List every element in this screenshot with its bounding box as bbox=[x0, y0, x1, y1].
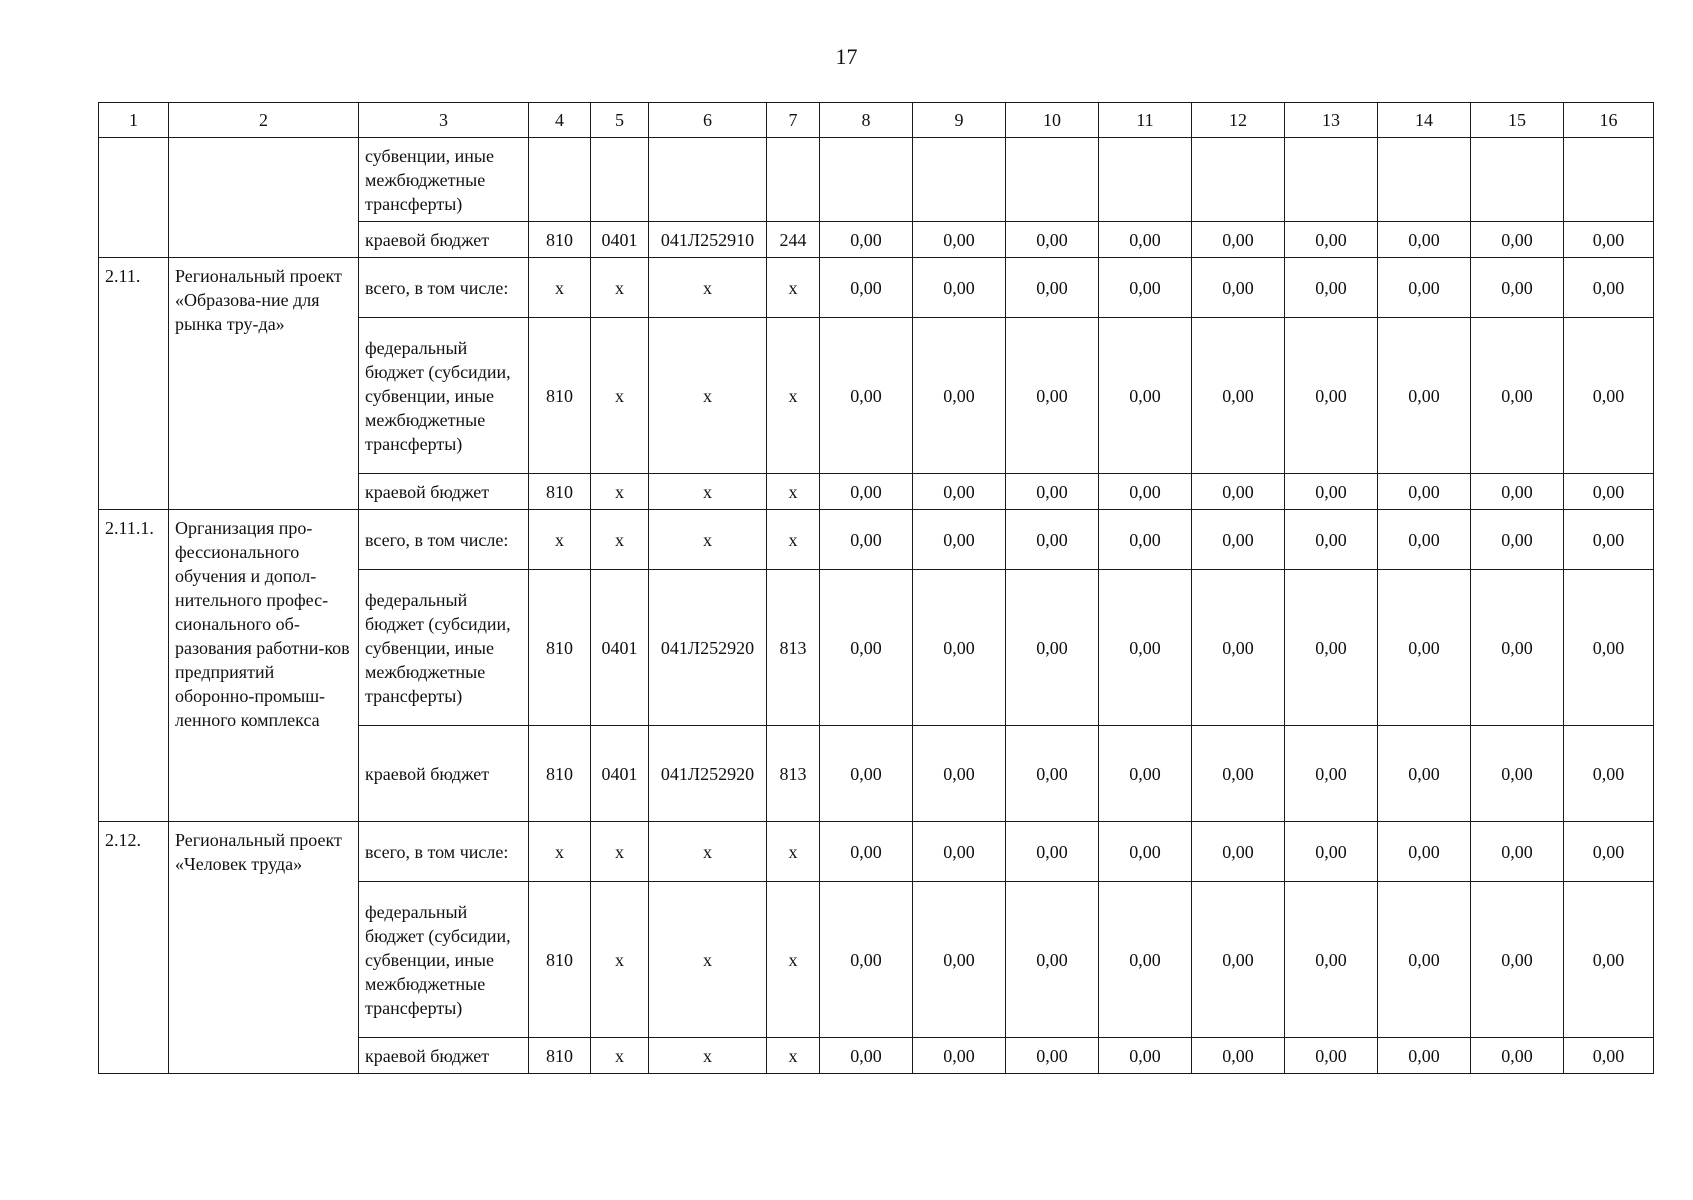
value-cell: х bbox=[767, 474, 820, 510]
value-cell: 0,00 bbox=[1378, 1038, 1471, 1074]
value-cell: 0,00 bbox=[1006, 474, 1099, 510]
value-cell: 0,00 bbox=[1099, 222, 1192, 258]
item-name: Региональный проект «Образова-ние для рынка тру-да» bbox=[169, 258, 359, 510]
value-cell: 0,00 bbox=[820, 474, 913, 510]
value-cell: 0,00 bbox=[1006, 222, 1099, 258]
value-cell bbox=[529, 138, 591, 222]
funding-source: краевой бюджет bbox=[359, 1038, 529, 1074]
value-cell: 0,00 bbox=[1471, 510, 1564, 570]
funding-source: краевой бюджет bbox=[359, 474, 529, 510]
value-cell: х bbox=[591, 474, 649, 510]
item-number: 2.11.1. bbox=[99, 510, 169, 822]
value-cell: 0,00 bbox=[913, 222, 1006, 258]
value-cell: 0,00 bbox=[1006, 258, 1099, 318]
value-cell: 0,00 bbox=[1564, 822, 1654, 882]
value-cell: 0,00 bbox=[1564, 726, 1654, 822]
value-cell: 810 bbox=[529, 570, 591, 726]
value-cell: 0,00 bbox=[1006, 882, 1099, 1038]
funding-source: краевой бюджет bbox=[359, 222, 529, 258]
value-cell: 0,00 bbox=[1192, 474, 1285, 510]
table-header bbox=[99, 103, 1654, 138]
value-cell: х bbox=[649, 318, 767, 474]
value-cell: 041Л252910 bbox=[649, 222, 767, 258]
column-header: 9 bbox=[913, 103, 1006, 138]
column-header: 12 bbox=[1192, 103, 1285, 138]
value-cell: 0,00 bbox=[1471, 726, 1564, 822]
value-cell: 0,00 bbox=[1285, 882, 1378, 1038]
value-cell: 0,00 bbox=[1471, 474, 1564, 510]
funding-source: федеральный бюджет (субсидии, субвенции, иные межбюджетные трансферты) bbox=[359, 882, 529, 1038]
table-row bbox=[99, 822, 1654, 882]
value-cell: 0,00 bbox=[1006, 510, 1099, 570]
column-header: 4 bbox=[529, 103, 591, 138]
value-cell: 0,00 bbox=[1192, 510, 1285, 570]
value-cell: 0401 bbox=[591, 570, 649, 726]
value-cell: х bbox=[529, 258, 591, 318]
value-cell: 0,00 bbox=[1006, 570, 1099, 726]
item-name: Региональный проект «Человек труда» bbox=[169, 822, 359, 1074]
value-cell: х bbox=[767, 882, 820, 1038]
value-cell bbox=[1564, 138, 1654, 222]
funding-source: всего, в том числе: bbox=[359, 510, 529, 570]
value-cell: 0,00 bbox=[1192, 570, 1285, 726]
value-cell: 0,00 bbox=[1564, 222, 1654, 258]
value-cell: 0,00 bbox=[1378, 222, 1471, 258]
value-cell: 0,00 bbox=[1378, 474, 1471, 510]
value-cell: 0,00 bbox=[913, 726, 1006, 822]
item-name bbox=[169, 138, 359, 258]
value-cell: 813 bbox=[767, 570, 820, 726]
value-cell: 0,00 bbox=[1378, 258, 1471, 318]
value-cell: х bbox=[767, 510, 820, 570]
value-cell: 041Л252920 bbox=[649, 726, 767, 822]
value-cell: 810 bbox=[529, 222, 591, 258]
column-header: 10 bbox=[1006, 103, 1099, 138]
value-cell bbox=[767, 138, 820, 222]
value-cell: 0,00 bbox=[1564, 882, 1654, 1038]
value-cell: 0,00 bbox=[820, 822, 913, 882]
value-cell: 0,00 bbox=[1099, 726, 1192, 822]
value-cell: 0,00 bbox=[1192, 882, 1285, 1038]
value-cell: х bbox=[529, 510, 591, 570]
value-cell: 0,00 bbox=[913, 882, 1006, 1038]
value-cell: 0,00 bbox=[820, 318, 913, 474]
value-cell: 0,00 bbox=[1192, 258, 1285, 318]
value-cell: х bbox=[767, 318, 820, 474]
column-header: 14 bbox=[1378, 103, 1471, 138]
column-header: 13 bbox=[1285, 103, 1378, 138]
item-number bbox=[99, 138, 169, 258]
value-cell: 0,00 bbox=[1378, 318, 1471, 474]
item-number: 2.12. bbox=[99, 822, 169, 1074]
page-number: 17 bbox=[835, 44, 858, 69]
value-cell: 0,00 bbox=[913, 474, 1006, 510]
value-cell bbox=[591, 138, 649, 222]
value-cell bbox=[1006, 138, 1099, 222]
value-cell: 244 bbox=[767, 222, 820, 258]
column-header: 8 bbox=[820, 103, 913, 138]
value-cell: х bbox=[591, 510, 649, 570]
value-cell: 0,00 bbox=[1099, 318, 1192, 474]
value-cell: 810 bbox=[529, 1038, 591, 1074]
value-cell: 0,00 bbox=[1378, 510, 1471, 570]
value-cell: 0,00 bbox=[1564, 510, 1654, 570]
value-cell: х bbox=[591, 258, 649, 318]
value-cell: 0,00 bbox=[1285, 222, 1378, 258]
value-cell: 0401 bbox=[591, 726, 649, 822]
value-cell: х bbox=[591, 1038, 649, 1074]
value-cell: 0,00 bbox=[913, 822, 1006, 882]
value-cell: 0,00 bbox=[1192, 318, 1285, 474]
value-cell: 0,00 bbox=[1471, 570, 1564, 726]
value-cell: 0,00 bbox=[1099, 474, 1192, 510]
budget-table bbox=[98, 102, 1654, 1074]
funding-source: федеральный бюджет (субсидии, субвенции, иные межбюджетные трансферты) bbox=[359, 318, 529, 474]
value-cell: 0,00 bbox=[1471, 882, 1564, 1038]
table-row bbox=[99, 138, 1654, 222]
value-cell: 810 bbox=[529, 882, 591, 1038]
value-cell: 0,00 bbox=[820, 510, 913, 570]
value-cell: х bbox=[767, 1038, 820, 1074]
value-cell: 0,00 bbox=[1471, 258, 1564, 318]
value-cell: х bbox=[529, 822, 591, 882]
value-cell: 0,00 bbox=[820, 222, 913, 258]
value-cell: 0,00 bbox=[820, 1038, 913, 1074]
value-cell: х bbox=[649, 474, 767, 510]
value-cell: 813 bbox=[767, 726, 820, 822]
value-cell: 810 bbox=[529, 318, 591, 474]
value-cell: 0,00 bbox=[820, 570, 913, 726]
value-cell: 0,00 bbox=[1099, 1038, 1192, 1074]
value-cell: 0,00 bbox=[1285, 474, 1378, 510]
column-header: 7 bbox=[767, 103, 820, 138]
value-cell: 0,00 bbox=[1192, 822, 1285, 882]
value-cell: 0,00 bbox=[1471, 1038, 1564, 1074]
value-cell bbox=[1099, 138, 1192, 222]
item-name: Организация про-фессионального обучения и допол-нительного профес-сионального об-разования работни-ков предприятий оборонно-промыш-ленного комплекса bbox=[169, 510, 359, 822]
value-cell: 810 bbox=[529, 474, 591, 510]
value-cell bbox=[1378, 138, 1471, 222]
value-cell: 0,00 bbox=[1285, 822, 1378, 882]
value-cell: х bbox=[649, 882, 767, 1038]
value-cell: 0,00 bbox=[1285, 570, 1378, 726]
value-cell: 0,00 bbox=[1192, 726, 1285, 822]
funding-source: краевой бюджет bbox=[359, 726, 529, 822]
column-header: 2 bbox=[169, 103, 359, 138]
funding-source: всего, в том числе: bbox=[359, 258, 529, 318]
value-cell: 0,00 bbox=[1285, 510, 1378, 570]
value-cell: 0401 bbox=[591, 222, 649, 258]
value-cell: 0,00 bbox=[913, 318, 1006, 474]
value-cell: 0,00 bbox=[1006, 822, 1099, 882]
value-cell: х bbox=[591, 882, 649, 1038]
value-cell: х bbox=[649, 1038, 767, 1074]
column-header: 3 bbox=[359, 103, 529, 138]
value-cell: 0,00 bbox=[820, 882, 913, 1038]
value-cell: 0,00 bbox=[913, 510, 1006, 570]
value-cell bbox=[1192, 138, 1285, 222]
value-cell: 0,00 bbox=[1564, 258, 1654, 318]
value-cell: 0,00 bbox=[1564, 570, 1654, 726]
value-cell: х bbox=[591, 822, 649, 882]
value-cell: 0,00 bbox=[913, 1038, 1006, 1074]
header-row bbox=[99, 103, 1654, 138]
value-cell: х bbox=[649, 822, 767, 882]
value-cell: 0,00 bbox=[1099, 822, 1192, 882]
value-cell: 0,00 bbox=[820, 258, 913, 318]
value-cell bbox=[649, 138, 767, 222]
value-cell: 0,00 bbox=[1099, 258, 1192, 318]
value-cell: 0,00 bbox=[1378, 570, 1471, 726]
value-cell: 0,00 bbox=[1378, 822, 1471, 882]
column-header: 15 bbox=[1471, 103, 1564, 138]
value-cell bbox=[1285, 138, 1378, 222]
item-number: 2.11. bbox=[99, 258, 169, 510]
value-cell: 0,00 bbox=[1285, 726, 1378, 822]
value-cell: х bbox=[649, 510, 767, 570]
value-cell: 0,00 bbox=[913, 570, 1006, 726]
value-cell: 0,00 bbox=[820, 726, 913, 822]
column-header: 11 bbox=[1099, 103, 1192, 138]
column-header: 6 bbox=[649, 103, 767, 138]
value-cell: 0,00 bbox=[1099, 570, 1192, 726]
value-cell: 0,00 bbox=[1564, 1038, 1654, 1074]
value-cell: 0,00 bbox=[1471, 318, 1564, 474]
value-cell: 0,00 bbox=[1564, 474, 1654, 510]
value-cell: 0,00 bbox=[913, 258, 1006, 318]
value-cell: х bbox=[767, 258, 820, 318]
column-header: 1 bbox=[99, 103, 169, 138]
value-cell: 041Л252920 bbox=[649, 570, 767, 726]
table-row bbox=[99, 258, 1654, 318]
column-header: 16 bbox=[1564, 103, 1654, 138]
funding-source: федеральный бюджет (субсидии, субвенции, иные межбюджетные трансферты) bbox=[359, 570, 529, 726]
value-cell: 810 bbox=[529, 726, 591, 822]
value-cell: 0,00 bbox=[1378, 882, 1471, 1038]
value-cell: 0,00 bbox=[1564, 318, 1654, 474]
value-cell: х bbox=[649, 258, 767, 318]
value-cell: 0,00 bbox=[1192, 1038, 1285, 1074]
value-cell: 0,00 bbox=[1471, 222, 1564, 258]
value-cell: х bbox=[591, 318, 649, 474]
value-cell: 0,00 bbox=[1192, 222, 1285, 258]
value-cell: 0,00 bbox=[1006, 726, 1099, 822]
value-cell: 0,00 bbox=[1099, 882, 1192, 1038]
value-cell: 0,00 bbox=[1471, 822, 1564, 882]
value-cell: 0,00 bbox=[1099, 510, 1192, 570]
value-cell bbox=[913, 138, 1006, 222]
value-cell: 0,00 bbox=[1006, 318, 1099, 474]
value-cell: 0,00 bbox=[1378, 726, 1471, 822]
value-cell bbox=[820, 138, 913, 222]
value-cell bbox=[1471, 138, 1564, 222]
value-cell: 0,00 bbox=[1006, 1038, 1099, 1074]
value-cell: 0,00 bbox=[1285, 318, 1378, 474]
funding-source: субвенции, иные межбюджетные трансферты) bbox=[359, 138, 529, 222]
value-cell: 0,00 bbox=[1285, 1038, 1378, 1074]
value-cell: 0,00 bbox=[1285, 258, 1378, 318]
table-row bbox=[99, 510, 1654, 570]
value-cell: х bbox=[767, 822, 820, 882]
column-header: 5 bbox=[591, 103, 649, 138]
table-body bbox=[99, 138, 1654, 1074]
funding-source: всего, в том числе: bbox=[359, 822, 529, 882]
